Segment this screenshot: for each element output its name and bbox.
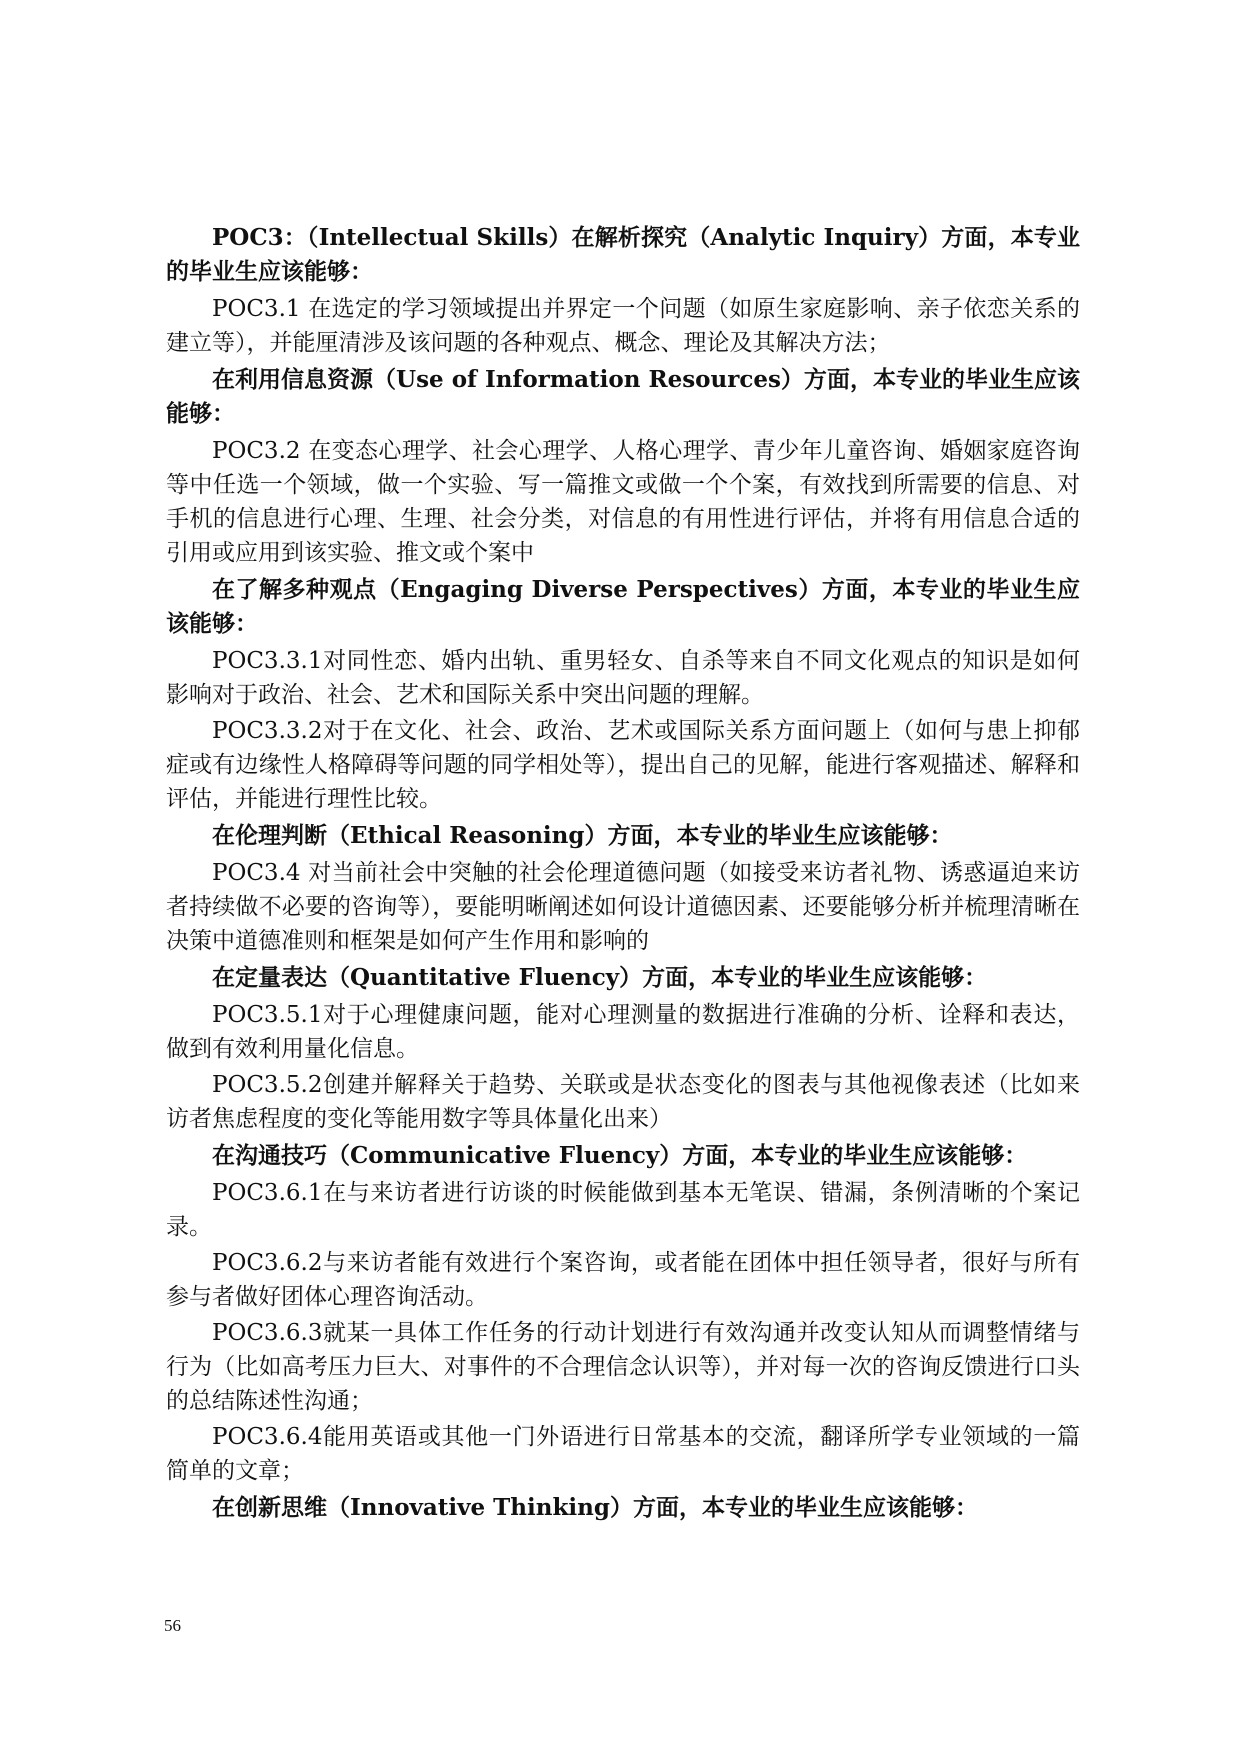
- document-body: [166, 218, 1080, 1528]
- outcome-item-poc3-2: POC3.2 在变态心理学、社会心理学、人格心理学、青少年儿童咨询、婚姻家庭咨询等中任选一个领域，做一个实验、写一篇推文或做一个个案，有效找到所需要的信息、对手机的信息进行心理、生理、社会分类，对信息的有用性进行评估，并将有用信息合适的引用或应用到该实验、推文或个案中: [166, 438, 1080, 566]
- outcome-item-poc3-3-2: POC3.3.2对于在文化、社会、政治、艺术或国际关系方面问题上（如何与患上抑郁症或有边缘性人格障碍等问题的同学相处等），提出自己的见解，能进行客观描述、解释和评估，并能进行理性比较。: [166, 718, 1080, 812]
- outcome-item-poc3-3-1: POC3.3.1对同性恋、婚内出轨、重男轻女、自杀等来自不同文化观点的知识是如何影响对于政治、社会、艺术和国际关系中突出问题的理解。: [166, 648, 1080, 708]
- outcome-item-poc3-4: POC3.4 对当前社会中突触的社会伦理道德问题（如接受来访者礼物、诱惑逼迫来访者持续做不必要的咨询等），要能明晰阐述如何设计道德因素、还要能够分析并梳理清晰在决策中道德准则和框架是如何产生作用和影响的: [166, 860, 1080, 954]
- section-heading-communicative-fluency: 在沟通技巧（Communicative Fluency）方面，本专业的毕业生应该能够：: [212, 1142, 1028, 1169]
- outcome-item-poc3-1: POC3.1 在选定的学习领域提出并界定一个问题（如原生家庭影响、亲子依恋关系的建立等），并能厘清涉及该问题的各种观点、概念、理论及其解决方法；: [166, 296, 1080, 356]
- outcome-item-poc3-6-4: POC3.6.4能用英语或其他一门外语进行日常基本的交流，翻译所学专业领域的一篇简单的文章；: [166, 1424, 1080, 1484]
- section-heading-information-resources: 在利用信息资源（Use of Information Resources）方面，本专业的毕业生应该能够：: [166, 366, 1080, 427]
- section-heading-ethical-reasoning: 在伦理判断（Ethical Reasoning）方面，本专业的毕业生应该能够：: [212, 822, 953, 849]
- outcome-item-poc3-6-2: POC3.6.2与来访者能有效进行个案咨询，或者能在团体中担任领导者，很好与所有参与者做好团体心理咨询活动。: [166, 1250, 1080, 1310]
- outcome-item-poc3-6-3: POC3.6.3就某一具体工作任务的行动计划进行有效沟通并改变认知从而调整情绪与行为（比如高考压力巨大、对事件的不合理信念认识等），并对每一次的咨询反馈进行口头的总结陈述性沟通；: [166, 1320, 1080, 1414]
- outcome-item-poc3-5-1: POC3.5.1对于心理健康问题，能对心理测量的数据进行准确的分析、诠释和表达，做到有效利用量化信息。: [166, 1002, 1080, 1062]
- section-heading-diverse-perspectives: 在了解多种观点（Engaging Diverse Perspectives）方面，本专业的毕业生应该能够：: [166, 576, 1080, 637]
- outcome-item-poc3-6-1: POC3.6.1在与来访者进行访谈的时候能做到基本无笔误、错漏，条例清晰的个案记录。: [166, 1180, 1080, 1240]
- section-heading-innovative-thinking: 在创新思维（Innovative Thinking）方面，本专业的毕业生应该能够：: [212, 1494, 978, 1521]
- section-heading-analytic-inquiry: POC3：（Intellectual Skills）在解析探究（Analytic Inquiry）方面，本专业的毕业生应该能够：: [166, 224, 1080, 285]
- page-number: 56: [164, 1616, 181, 1635]
- outcome-item-poc3-5-2: POC3.5.2创建并解释关于趋势、关联或是状态变化的图表与其他视像表述（比如来访者焦虑程度的变化等能用数字等具体量化出来）: [166, 1072, 1080, 1132]
- section-heading-quantitative-fluency: 在定量表达（Quantitative Fluency）方面，本专业的毕业生应该能够：: [212, 964, 988, 991]
